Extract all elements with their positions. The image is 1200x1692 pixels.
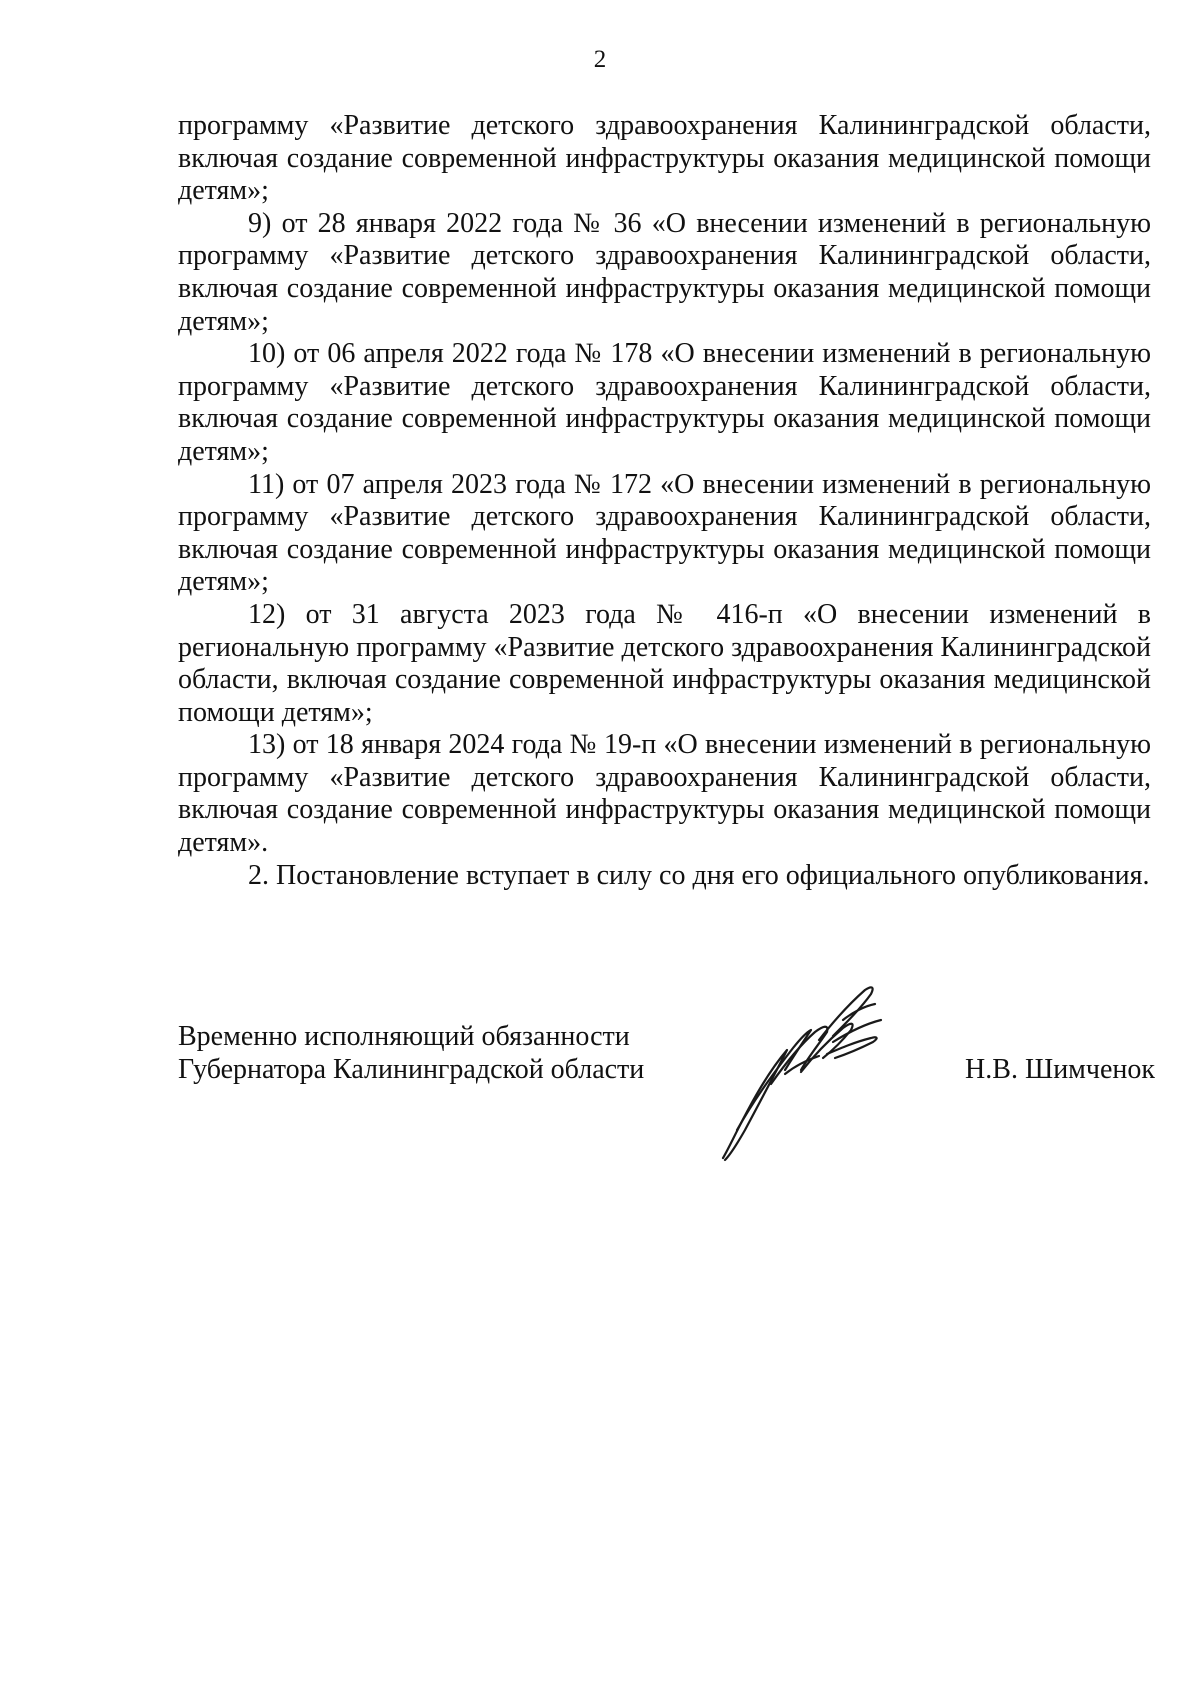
signatory-name: Н.В. Шимченок — [965, 1054, 1155, 1085]
signatory-title — [178, 1020, 644, 1086]
signatory-title-line-1: Временно исполняющий обязанности — [178, 1021, 630, 1052]
paragraph-item-13: 13) от 18 января 2024 года № 19-п «О внесении изменений в региональную программу «Развитие детского здравоохранения Калининградской области, включая создание современной инфраструктуры оказания медицинской помощи детям». — [178, 729, 1151, 859]
paragraph-item-10: 10) от 06 апреля 2022 года № 178 «О внесении изменений в региональную программу «Развитие детского здравоохранения Калининградской области, включая создание современной инфраструктуры оказания медицинской помощи детям»; — [178, 338, 1151, 467]
paragraph-continuation: программу «Развитие детского здравоохранения Калининградской области, включая создание современной инфраструктуры оказания медицинской помощи детям»; — [178, 110, 1151, 207]
signatory-title-line-2: Губернатора Калининградской области — [178, 1054, 645, 1085]
page-number: 2 — [593, 46, 607, 73]
paragraph-item-12: 12) от 31 августа 2023 года № 416-п «О внесении изменений в региональную программу «Развитие детского здравоохранения Калининградской области, включая создание современной инфраструктуры оказания медицинской помощи детям»; — [178, 598, 1151, 728]
document-body — [178, 110, 1151, 892]
paragraph-item-9: 9) от 28 января 2022 года № 36 «О внесении изменений в региональную программу «Развитие детского здравоохранения Калининградской области, включая создание современной инфраструктуры оказания медицинской помощи детям»; — [178, 207, 1151, 337]
paragraph-item-11: 11) от 07 апреля 2023 года № 172 «О внесении изменений в региональную программу «Развитие детского здравоохранения Калининградской области, включая создание современной инфраструктуры оказания медицинской помощи детям»; — [178, 468, 1151, 598]
handwritten-signature — [715, 980, 925, 1165]
paragraph-effective-date: 2. Постановление вступает в силу со дня его официального опубликования. — [248, 859, 1150, 891]
